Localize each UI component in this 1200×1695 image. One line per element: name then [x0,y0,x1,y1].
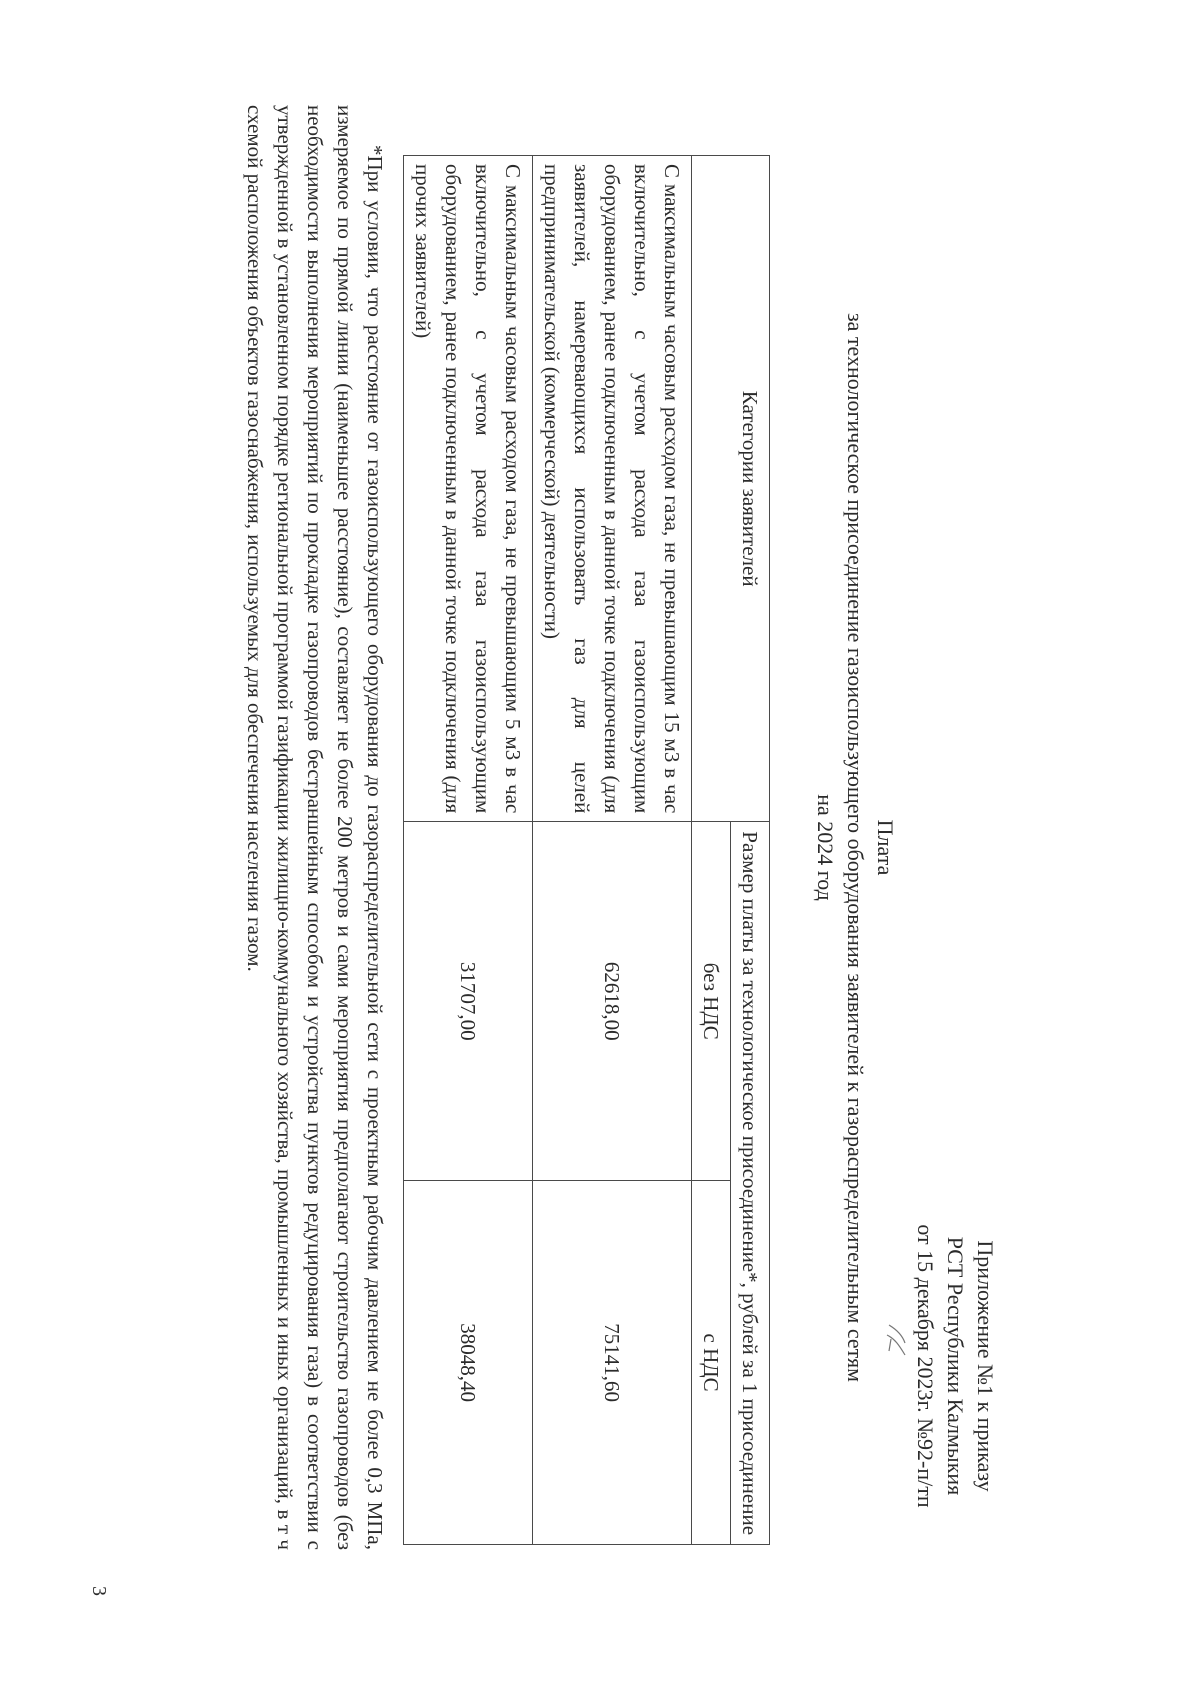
order-reference [910,1086,1000,1646]
order-reference-line-3: от 15 декабря 2023г. №92-п/тп [913,1224,938,1508]
subheader-without-vat: без НДС [692,822,731,1181]
row-fee-with-vat: 75141,60 [533,1181,692,1545]
row-fee-with-vat: 38048,40 [404,1181,533,1545]
subheader-with-vat: с НДС [692,1181,731,1545]
table-row [533,156,692,1545]
row-category: С максимальным часовым расходом газа, не превышающим 15 м3 в час включительно, с учетом расхода газа газоиспользующим оборудованием, ранее подключенным в данной точке подключения (для заявителей, намеревающихся использовать газ для целей предпринимательской (коммерческой) деятельности) [533,156,692,822]
order-reference-line-2: РСТ Республики Калмыкия [943,1236,968,1496]
page-number: 3 [88,1586,110,1596]
title-line-1: Плата [873,819,898,876]
document-title [810,0,900,1695]
row-category: С максимальным часовым расходом газа, не превышающим 5 м3 в час включительно, с учетом расхода газа газоиспользующим оборудованием, ранее подключенным в данной точке подключения (для прочих заявителей) [404,156,533,822]
footnote [240,105,390,1550]
header-fee: Размер платы за технологическое присоединение*, рублей за 1 присоединение [731,822,770,1545]
title-line-2: за технологическое присоединение газоиспользующего оборудования заявителей к газораспределительным сетям [843,312,868,1383]
fee-table [403,155,770,1545]
table-header-row [731,156,770,1545]
row-fee-without-vat: 31707,00 [404,822,533,1181]
order-reference-line-1: Приложение №1 к приказу [973,1240,998,1492]
row-fee-without-vat: 62618,00 [533,822,692,1181]
header-category: Категории заявителей [692,156,770,822]
title-line-3: на 2024 год [813,794,838,901]
table-row [404,156,533,1545]
footnote-text: *При условии, что расстояние от газоиспользующего оборудования до газораспределительной сети с проектным рабочим давлением не более 0,3 МПа, измеряемое по прямой линии (наименьшее расстояние), составляет не более 200 метров и сами мероприятия предполагают строительство газопроводов (без необходимости выполнения мероприятий по прокладке газопроводов бестраншейным способом и устройства пунктов редуцирования газа) в соответствии с утвержденной в установленном порядке региональной программой газификации жилищно-коммунального хозяйства, промышленных и иных организаций, в т ч схемой расположения объектов газоснабжения, используемых для обеспечения населения газом. [243,105,387,1550]
